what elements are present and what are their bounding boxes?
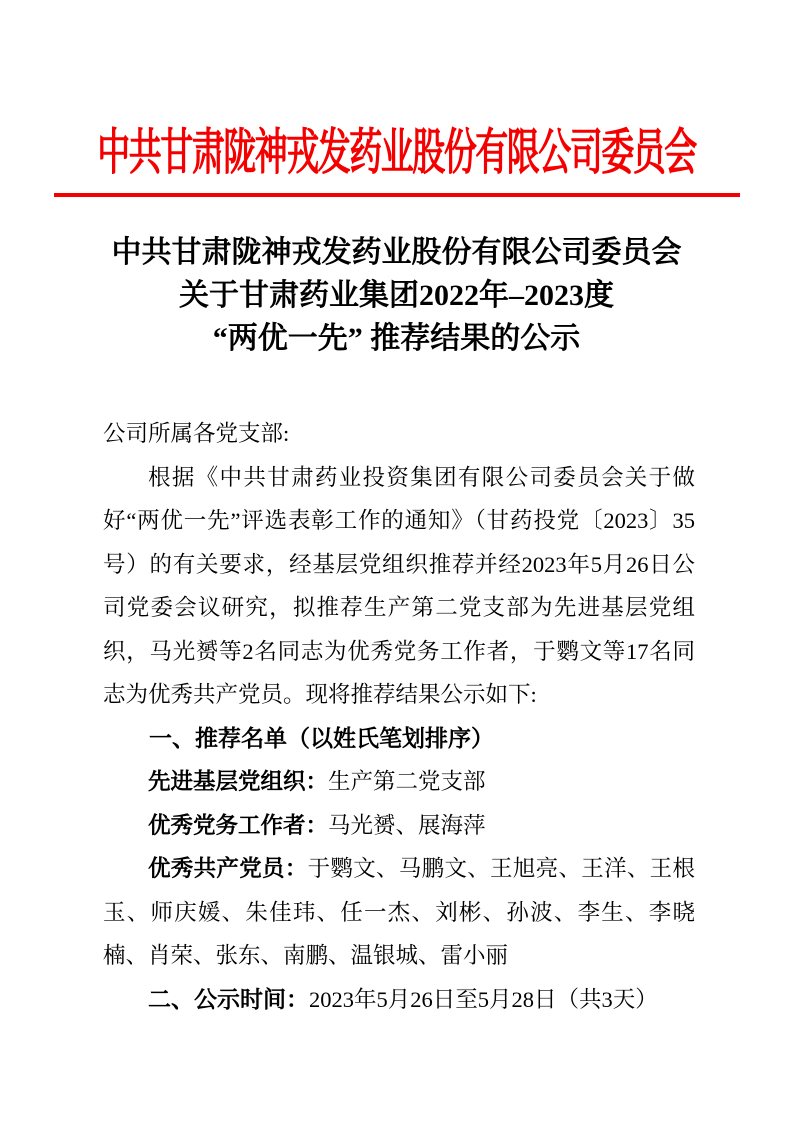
salutation: 公司所属各党支部: (103, 421, 290, 446)
advanced-org-value: 生产第二党支部 (328, 769, 486, 794)
section2-heading: 二、公示时间： (148, 985, 309, 1012)
section2-value: 2023年5月26日至5月28日（共3天） (309, 986, 658, 1012)
list-item-outstanding-members (103, 847, 695, 978)
section1-heading: 一、推荐名单（以姓氏笔划排序） (149, 724, 494, 751)
document-title-line3: “两优一先” 推荐结果的公示 (212, 322, 581, 355)
letterhead (0, 125, 793, 181)
outstanding-party-worker-value: 马光赟、展海萍 (328, 812, 486, 838)
document-title (0, 231, 793, 360)
outstanding-members-label: 优秀共产党员： (148, 856, 308, 881)
outstanding-members-value: 于鹦文、马鹏文、王旭亮、王洋、王根玉、师庆媛、朱佳玮、任一杰、刘彬、孙波、李生、李晓楠、肖荣、张东、南鹏、温银城、雷小丽 (103, 856, 695, 968)
document-title-line2: 关于甘肃药业集团2022年–2023度 (179, 279, 614, 312)
letterhead-divider (54, 193, 740, 197)
advanced-org-label: 先进基层党组织： (148, 769, 329, 794)
list-item-outstanding-party-worker (103, 804, 695, 848)
outstanding-party-worker-label: 优秀党务工作者： (148, 812, 329, 838)
letterhead-org-name: 中共甘肃陇神戎发药业股份有限公司委员会 (97, 126, 696, 181)
document-body (103, 412, 695, 1021)
section2-line (103, 978, 695, 1022)
list-item-advanced-org (103, 760, 695, 804)
document-title-line1: 中共甘肃陇神戎发药业股份有限公司委员会 (111, 236, 682, 269)
intro-paragraph: 根据《中共甘肃药业投资集团有限公司委员会关于做好“两优一先”评选表彰工作的通知》（甘药投党〔2023〕35号）的有关要求，经基层党组织推荐并经2023年5月26日公司党委会议研究，拟推荐生产第二党支部为先进基层党组织，马光赟等2名同志为优秀党务工作者，于鹦文等17名同志为优秀共产党员。现将推荐结果公示如下: (103, 464, 695, 707)
